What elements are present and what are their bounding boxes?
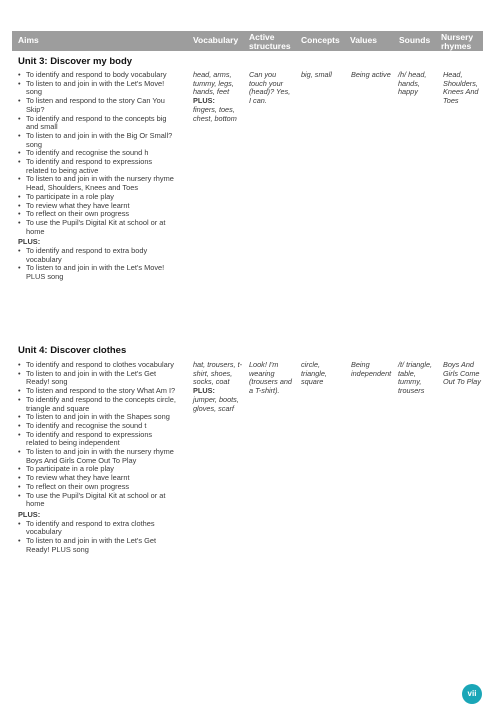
header-nursery-rhymes: Nursery rhymes: [441, 32, 474, 51]
list-item: • To listen and respond to the story Can You Skip?: [18, 97, 176, 114]
aims-list: [18, 71, 176, 282]
list-item: • To use the Pupil's Digital Kit at school or at home: [18, 219, 176, 236]
list-item: • To identify and respond to extra body vocabulary: [18, 247, 176, 264]
list-item: • To listen to and join in with the nursery rhyme Head, Shoulders, Knees and Toes: [18, 175, 176, 192]
header-aims: Aims: [18, 35, 39, 45]
list-item: • To listen to and join in with the Let's Move! song: [18, 80, 176, 97]
plus-label: PLUS:: [18, 237, 41, 247]
list-item: • To use the Pupil's Digital Kit at school or at home: [18, 492, 176, 509]
list-item: • To review what they have learnt: [18, 474, 176, 483]
header-values: Values: [350, 35, 377, 45]
sounds-cell: /t/ triangle, table, tummy, trousers: [398, 360, 433, 396]
active-structures-cell: Look! I'm wearing (trousers and a T-shirt).: [249, 360, 292, 396]
list-item: • To listen to and join in with the nursery rhyme Boys And Girls Come Out To Play: [18, 448, 176, 465]
vocab-plus-label: PLUS:: [193, 386, 215, 396]
list-item: • To participate in a role play: [18, 465, 176, 474]
header-concepts: Concepts: [301, 35, 340, 45]
list-item: • To listen to and join in with the Let's Get Ready! PLUS song: [18, 537, 176, 554]
list-item: • To reflect on their own progress: [18, 210, 176, 219]
aims-list: [18, 361, 176, 554]
list-item: • To listen to and join in with the Big Or Small? song: [18, 132, 176, 149]
sounds-cell: /h/ head, hands, happy: [398, 70, 427, 97]
list-item: • To listen to and join in with the Let's Move! PLUS song: [18, 264, 176, 281]
table-header: [12, 31, 483, 51]
list-item: • To identify and recognise the sound t: [18, 422, 176, 431]
list-item: • To identify and respond to body vocabulary: [18, 71, 176, 80]
list-item: • To reflect on their own progress: [18, 483, 176, 492]
list-item: • To identify and respond to expressions related to being active: [18, 158, 176, 175]
vocabulary-text: hat, trousers, t-shirt, shoes, socks, coat: [193, 360, 243, 387]
vocabulary-cell: [193, 71, 243, 123]
nursery-rhymes-cell: Boys And Girls Come Out To Play: [443, 360, 481, 387]
vocabulary-cell: [193, 361, 245, 413]
plus-label: PLUS:: [18, 509, 41, 519]
vocab-plus-text: jumper, boots, gloves, scarf: [193, 394, 239, 413]
values-cell: Being active: [351, 70, 391, 79]
header-vocabulary: Vocabulary: [193, 35, 239, 45]
list-item: • To review what they have learnt: [18, 202, 176, 211]
list-item: • To identify and respond to clothes vocabulary: [18, 361, 176, 370]
vocab-plus-text: fingers, toes, chest, bottom: [193, 104, 237, 123]
active-structures-cell: Can you touch your (head)? Yes, I can.: [249, 70, 291, 106]
page-number-badge: vii: [462, 684, 482, 704]
unit-title: Unit 4: Discover clothes: [18, 345, 127, 356]
concepts-cell: circle, triangle, square: [301, 360, 327, 387]
list-item: • To participate in a role play: [18, 193, 176, 202]
nursery-rhymes-cell: Head, Shoulders, Knees And Toes: [443, 70, 479, 106]
list-item: • To identify and respond to expressions related to being independent: [18, 431, 176, 448]
unit-title: Unit 3: Discover my body: [18, 56, 133, 67]
values-cell: Being independent: [351, 360, 392, 378]
concepts-cell: big, small: [301, 70, 332, 79]
list-item: • To identify and respond to extra clothes vocabulary: [18, 520, 176, 537]
vocab-plus-label: PLUS:: [193, 96, 215, 106]
list-item: • To listen to and join in with the Let's Get Ready! song: [18, 370, 176, 387]
list-item: • To identify and respond to the concepts big and small: [18, 115, 176, 132]
list-item: • To identify and respond to the concepts circle, triangle and square: [18, 396, 176, 413]
list-item: • To listen to and join in with the Shapes song: [18, 413, 176, 422]
list-item: • To identify and recognise the sound h: [18, 149, 176, 158]
header-active-structures: Active structures: [249, 32, 291, 51]
list-item: • To listen and respond to the story What Am I?: [18, 387, 176, 396]
vocabulary-text: head, arms, tummy, legs, hands, feet: [193, 70, 234, 97]
header-sounds: Sounds: [399, 35, 431, 45]
